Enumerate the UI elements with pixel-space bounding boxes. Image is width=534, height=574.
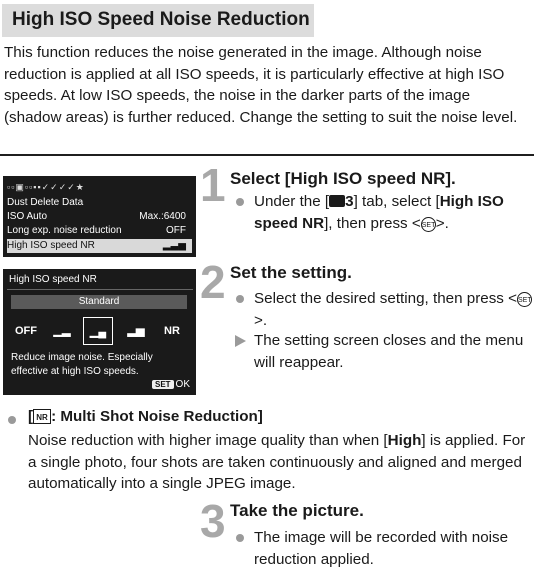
menu-row-label: Dust Delete Data xyxy=(7,197,84,208)
menu-row xyxy=(7,210,192,224)
setting-name: High xyxy=(387,432,422,449)
step-instruction: The image will be recorded with noise reduction applied. xyxy=(254,529,509,568)
section-divider xyxy=(0,154,534,156)
step-heading: Set the setting. xyxy=(230,263,352,282)
menu-row-label: ISO Auto xyxy=(7,211,48,222)
set-button-icon: SET xyxy=(152,380,174,389)
tab-number: 3 xyxy=(345,193,354,210)
text-run: Under the [ xyxy=(254,193,330,210)
menu-row xyxy=(7,196,192,210)
text-run: Select the desired setting, then press < xyxy=(254,290,517,307)
page-title: High ISO Speed Noise Reduction xyxy=(12,9,310,30)
setting-screen-title: High ISO speed NR xyxy=(9,274,97,285)
text-run: >. xyxy=(435,214,449,232)
camera-menu-screen xyxy=(3,176,196,257)
text-run: >. xyxy=(254,311,268,329)
bullet-icon xyxy=(236,534,244,542)
multishot-nr-icon: NR xyxy=(33,409,51,424)
text-run: Noise reduction with higher image quality than when [ xyxy=(28,432,388,449)
step-heading: Take the picture. xyxy=(230,501,364,520)
step-instruction xyxy=(254,191,532,234)
ok-hint xyxy=(152,379,190,390)
menu-item-name: High ISO speed NR xyxy=(254,193,504,232)
menu-row-label: High ISO speed NR xyxy=(7,240,95,251)
text-run: ], then press < xyxy=(324,214,421,232)
nr-option-multishot-icon: NR xyxy=(164,325,180,337)
nr-level-icon: ▂▃▅ xyxy=(162,240,186,251)
menu-row-value: OFF xyxy=(166,225,186,236)
text-run: ] is applied. For a single photo, four shots are taken continuously and aligned and merged automatically into a single JPEG image. xyxy=(28,432,526,493)
menu-row-label: Long exp. noise reduction xyxy=(7,225,122,236)
bullet-icon xyxy=(8,416,16,424)
menu-row xyxy=(7,224,192,238)
nr-option-standard-icon: ▁▄ xyxy=(83,317,113,345)
ok-label: OK xyxy=(175,379,190,390)
step-number: 3 xyxy=(200,495,226,547)
current-setting-label: Standard xyxy=(11,295,187,309)
menu-row-selected xyxy=(7,239,192,253)
nr-option-off: OFF xyxy=(15,325,37,337)
step-result: The setting screen closes and the menu will reappear. xyxy=(254,332,524,371)
text-run: [ xyxy=(28,408,34,425)
camera-icon xyxy=(329,195,345,207)
nr-option-high-icon: ▂▅ xyxy=(127,325,145,337)
setting-screen-divider xyxy=(7,289,193,290)
step-number: 1 xyxy=(200,159,226,211)
text-run: ] tab, select [ xyxy=(353,193,440,210)
multishot-heading xyxy=(28,408,263,425)
intro-paragraph: This function reduces the noise generated in the image. Although noise reduction is applied at all ISO speeds, it is particularly effective at high ISO speeds. At low ISO speeds, the noise in the darker parts of the image (shadow areas) is further reduced. Change the setting to suit the noise level. xyxy=(4,44,518,126)
setting-description: Reduce image noise. Especially effective at high ISO speeds. xyxy=(11,352,153,377)
bullet-icon xyxy=(236,198,244,206)
set-button-icon: SET xyxy=(421,217,436,232)
step-number: 2 xyxy=(200,256,226,308)
menu-tab-icons: ▫▫▣▫▫▪▪✓✓✓✓★ xyxy=(7,182,85,192)
camera-setting-screen xyxy=(3,269,196,395)
set-button-icon: SET xyxy=(517,292,532,307)
result-arrow-icon xyxy=(235,335,246,347)
menu-row-value: Max.:6400 xyxy=(139,211,186,222)
step-instruction xyxy=(254,288,532,331)
step-heading: Select [High ISO speed NR]. xyxy=(230,169,456,188)
nr-option-low-icon: ▁▂ xyxy=(53,325,71,337)
text-run: : Multi Shot Noise Reduction] xyxy=(51,408,263,425)
multishot-description xyxy=(28,430,530,495)
bullet-icon xyxy=(236,295,244,303)
